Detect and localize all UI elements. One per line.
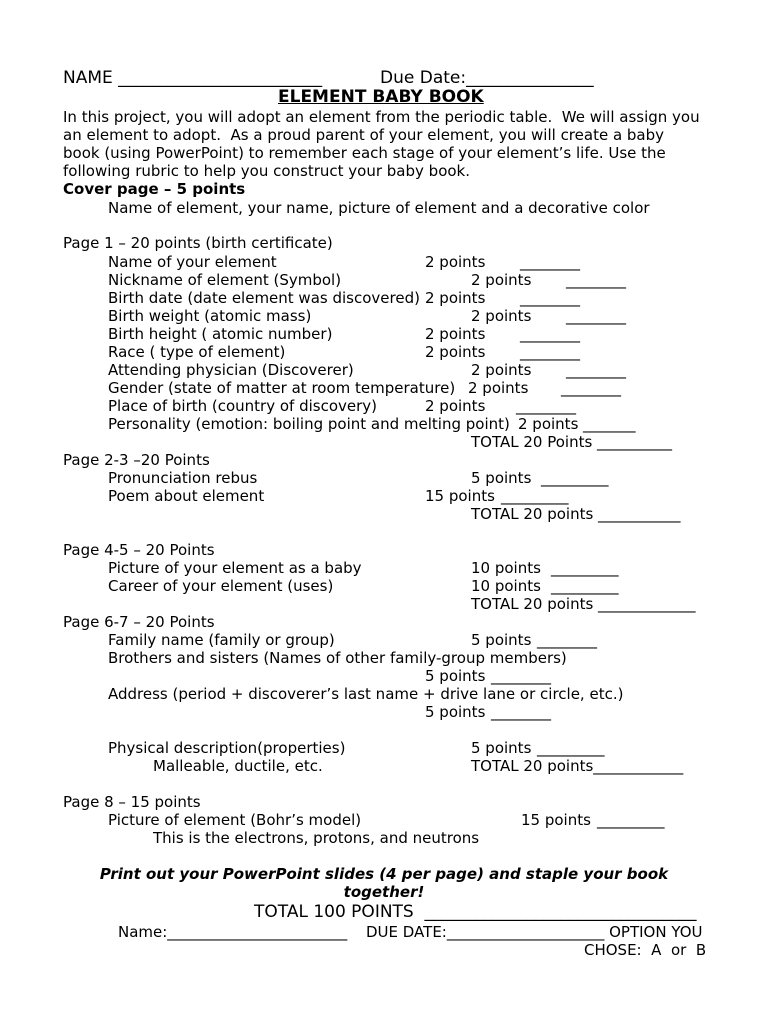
page1-item-label: Birth height ( atomic number)	[108, 325, 333, 343]
cover-detail: Name of element, your name, picture of element and a decorative color	[108, 199, 650, 217]
page23-item-blank[interactable]: _________	[501, 487, 569, 505]
page1-heading: Page 1 – 20 points (birth certificate)	[63, 234, 333, 252]
page23-item-points: 5 points	[471, 469, 532, 487]
page1-item-points: 2 points	[468, 379, 529, 397]
page8-item-points: 15 points	[521, 811, 591, 829]
page23-item-label: Pronunciation rebus	[108, 469, 258, 487]
page45-item-points: 10 points	[471, 577, 541, 595]
page1-item-blank[interactable]: ________	[566, 271, 626, 289]
page1-item-points: 2 points	[425, 343, 486, 361]
page1-item-label: Birth date (date element was discovered)	[108, 289, 420, 307]
page1-item-points: 2 points	[425, 325, 486, 343]
page67-siblings-points: 5 points	[425, 667, 486, 685]
page23-heading: Page 2-3 –20 Points	[63, 451, 210, 469]
page67-physical-sub: Malleable, ductile, etc.	[153, 757, 323, 775]
page1-item-blank[interactable]: ________	[566, 307, 626, 325]
page67-address-points: 5 points	[425, 703, 486, 721]
page1-item-points: 2 points	[471, 307, 532, 325]
intro-line-3: book (using PowerPoint) to remember each stage of your element’s life. Use the	[63, 144, 666, 162]
page1-item-points: 2 points	[471, 361, 532, 379]
intro-line-2: an element to adopt. As a proud parent of your element, you will create a baby	[63, 126, 665, 144]
page23-item-blank[interactable]: _________	[541, 469, 609, 487]
page1-item-blank[interactable]: ________	[520, 289, 580, 307]
grand-total-line[interactable]: TOTAL 100 POINTS ________________________________	[254, 902, 697, 922]
page1-item-points: 2 points	[471, 271, 532, 289]
page8-sub: This is the electrons, protons, and neutrons	[153, 829, 480, 847]
page45-item-label: Picture of your element as a baby	[108, 559, 362, 577]
page1-item-label: Name of your element	[108, 253, 277, 271]
page1-item-blank[interactable]: ________	[566, 361, 626, 379]
page67-family-blank[interactable]: ________	[537, 631, 597, 649]
page1-item-label: Gender (state of matter at room temperature)	[108, 379, 456, 397]
page1-item-blank[interactable]: ________	[561, 379, 621, 397]
page1-item-blank[interactable]: ________	[520, 343, 580, 361]
page67-family-points: 5 points	[471, 631, 532, 649]
page1-item-points: 2 points	[425, 253, 486, 271]
page23-total[interactable]: TOTAL 20 points ___________	[471, 505, 681, 523]
page1-item-label: Place of birth (country of discovery)	[108, 397, 378, 415]
page45-item-label: Career of your element (uses)	[108, 577, 334, 595]
page67-siblings-label: Brothers and sisters (Names of other family-group members)	[108, 649, 567, 667]
intro-line-4: following rubric to help you construct your baby book.	[63, 162, 470, 180]
page67-family-label: Family name (family or group)	[108, 631, 335, 649]
page45-heading: Page 4-5 – 20 Points	[63, 541, 215, 559]
page1-item-blank[interactable]: ________	[516, 397, 576, 415]
page67-siblings-blank[interactable]: ________	[491, 667, 551, 685]
page45-item-blank[interactable]: _________	[551, 577, 619, 595]
due-date-line[interactable]: Due Date:_______________	[380, 68, 594, 88]
footer-due-line[interactable]: DUE DATE:_____________________ OPTION YOU	[366, 923, 703, 941]
page67-physical-blank[interactable]: _________	[537, 739, 605, 757]
page8-heading: Page 8 – 15 points	[63, 793, 201, 811]
page67-address-label: Address (period + discoverer’s last name + drive lane or circle, etc.)	[108, 685, 624, 703]
page23-item-label: Poem about element	[108, 487, 265, 505]
page67-address-blank[interactable]: ________	[491, 703, 551, 721]
page1-item-label: Race ( type of element)	[108, 343, 286, 361]
page1-item-label: Attending physician (Discoverer)	[108, 361, 354, 379]
page8-item-blank[interactable]: _________	[597, 811, 665, 829]
page1-item-blank[interactable]: ________	[520, 253, 580, 271]
intro-line-1: In this project, you will adopt an element from the periodic table. We will assign you	[63, 108, 700, 126]
page45-item-points: 10 points	[471, 559, 541, 577]
name-line[interactable]: NAME ________________________	[63, 68, 323, 88]
page1-item-points: 2 points	[425, 289, 486, 307]
option-choice[interactable]: CHOSE: A or B	[584, 941, 707, 959]
page1-item-label: Nickname of element (Symbol)	[108, 271, 342, 289]
page67-total[interactable]: TOTAL 20 points____________	[471, 757, 684, 775]
page67-physical-points: 5 points	[471, 739, 532, 757]
page1-item-points: 2 points	[518, 415, 579, 433]
cover-heading: Cover page – 5 points	[63, 180, 246, 198]
print-instruction-cont: together!	[343, 883, 425, 901]
page1-item-points: 2 points	[425, 397, 486, 415]
page67-physical-label: Physical description(properties)	[108, 739, 346, 757]
print-instruction: Print out your PowerPoint slides (4 per page) and staple your book	[99, 865, 669, 883]
page1-item-blank[interactable]: _______	[583, 415, 636, 433]
page1-item-blank[interactable]: ________	[520, 325, 580, 343]
page45-item-blank[interactable]: _________	[551, 559, 619, 577]
page1-item-label: Personality (emotion: boiling point and melting point)	[108, 415, 510, 433]
footer-name-line[interactable]: Name:________________________	[118, 923, 348, 941]
page67-heading: Page 6-7 – 20 Points	[63, 613, 215, 631]
page45-total[interactable]: TOTAL 20 points _____________	[471, 595, 696, 613]
page8-item-label: Picture of element (Bohr’s model)	[108, 811, 362, 829]
page-title: ELEMENT BABY BOOK	[278, 87, 484, 107]
page23-item-points: 15 points	[425, 487, 495, 505]
page1-item-label: Birth weight (atomic mass)	[108, 307, 312, 325]
page1-total[interactable]: TOTAL 20 Points __________	[471, 433, 673, 451]
